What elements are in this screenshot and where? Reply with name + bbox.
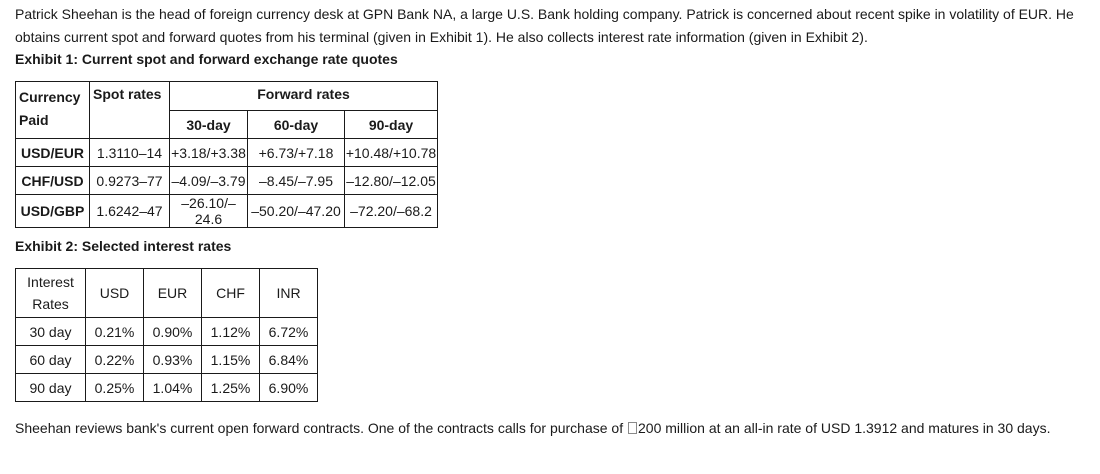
forward-90-day: +10.48/+10.78 <box>345 139 438 167</box>
table-row <box>16 346 318 374</box>
eur-rate: 0.93% <box>144 346 202 374</box>
forward-60-day-header: 60-day <box>248 111 345 139</box>
forward-90-day-header: 90-day <box>345 111 438 139</box>
spot-rate: 1.3110–14 <box>90 139 170 167</box>
term-label: 90 day <box>16 374 86 402</box>
inr-rate: 6.84% <box>260 346 318 374</box>
spot-rates-header: Spot rates <box>90 82 170 139</box>
forward-30-day-header: 30-day <box>170 111 248 139</box>
forward-rates-header: Forward rates <box>170 82 438 111</box>
forward-90-day: –72.20/–68.2 <box>345 195 438 228</box>
forward-60-day: –50.20/–47.20 <box>248 195 345 228</box>
usd-rate: 0.25% <box>86 374 144 402</box>
chf-rate: 1.12% <box>202 318 260 346</box>
spot-rate: 1.6242–47 <box>90 195 170 228</box>
eur-header: EUR <box>144 269 202 318</box>
forward-30-day: +3.18/+3.38 <box>170 139 248 167</box>
chf-rate: 1.15% <box>202 346 260 374</box>
table-row <box>16 139 438 167</box>
currency-pair: USD/EUR <box>16 139 90 167</box>
table-row <box>16 195 438 228</box>
eur-rate: 0.90% <box>144 318 202 346</box>
chf-header: CHF <box>202 269 260 318</box>
inr-rate: 6.72% <box>260 318 318 346</box>
eur-rate: 1.04% <box>144 374 202 402</box>
exhibit2-title: Exhibit 2: Selected interest rates <box>15 238 232 254</box>
outro-paragraph <box>15 419 1050 437</box>
inr-rate: 6.90% <box>260 374 318 402</box>
exhibit1-title: Exhibit 1: Current spot and forward exchange rate quotes <box>15 51 398 67</box>
currency-pair: USD/GBP <box>16 195 90 228</box>
table-row <box>16 318 318 346</box>
outro-text-after: 200 million at an all-in rate of USD 1.3912 and matures in 30 days. <box>638 420 1051 436</box>
table-row <box>16 167 438 195</box>
outro-text-before: Sheehan reviews bank's current open forward contracts. One of the contracts calls for purchase of <box>15 420 627 436</box>
exhibit2-table <box>15 268 318 402</box>
table-header-row <box>16 269 318 318</box>
inr-header: INR <box>260 269 318 318</box>
missing-glyph-icon <box>628 422 637 434</box>
table-row <box>16 374 318 402</box>
interest-rates-header: Interest Rates <box>16 269 86 318</box>
term-label: 60 day <box>16 346 86 374</box>
forward-30-day: –4.09/–3.79 <box>170 167 248 195</box>
table-header-row <box>16 82 438 111</box>
usd-header: USD <box>86 269 144 318</box>
intro-paragraph: Patrick Sheehan is the head of foreign currency desk at GPN Bank NA, a large U.S. Bank holding company. Patrick is concerned about recent spike in volatility of EUR. He obtains current spot and forward quotes from his terminal (given in Exhibit 1). He also collects interest rate information (given in Exhibit 2). <box>15 6 1074 45</box>
forward-60-day: +6.73/+7.18 <box>248 139 345 167</box>
term-label: 30 day <box>16 318 86 346</box>
chf-rate: 1.25% <box>202 374 260 402</box>
spot-rate: 0.9273–77 <box>90 167 170 195</box>
forward-90-day: –12.80/–12.05 <box>345 167 438 195</box>
forward-30-day: –26.10/–24.6 <box>170 195 248 228</box>
usd-rate: 0.22% <box>86 346 144 374</box>
exhibit1-table <box>15 81 438 228</box>
usd-rate: 0.21% <box>86 318 144 346</box>
currency-paid-header: Currency Paid <box>16 82 90 139</box>
currency-pair: CHF/USD <box>16 167 90 195</box>
forward-60-day: –8.45/–7.95 <box>248 167 345 195</box>
